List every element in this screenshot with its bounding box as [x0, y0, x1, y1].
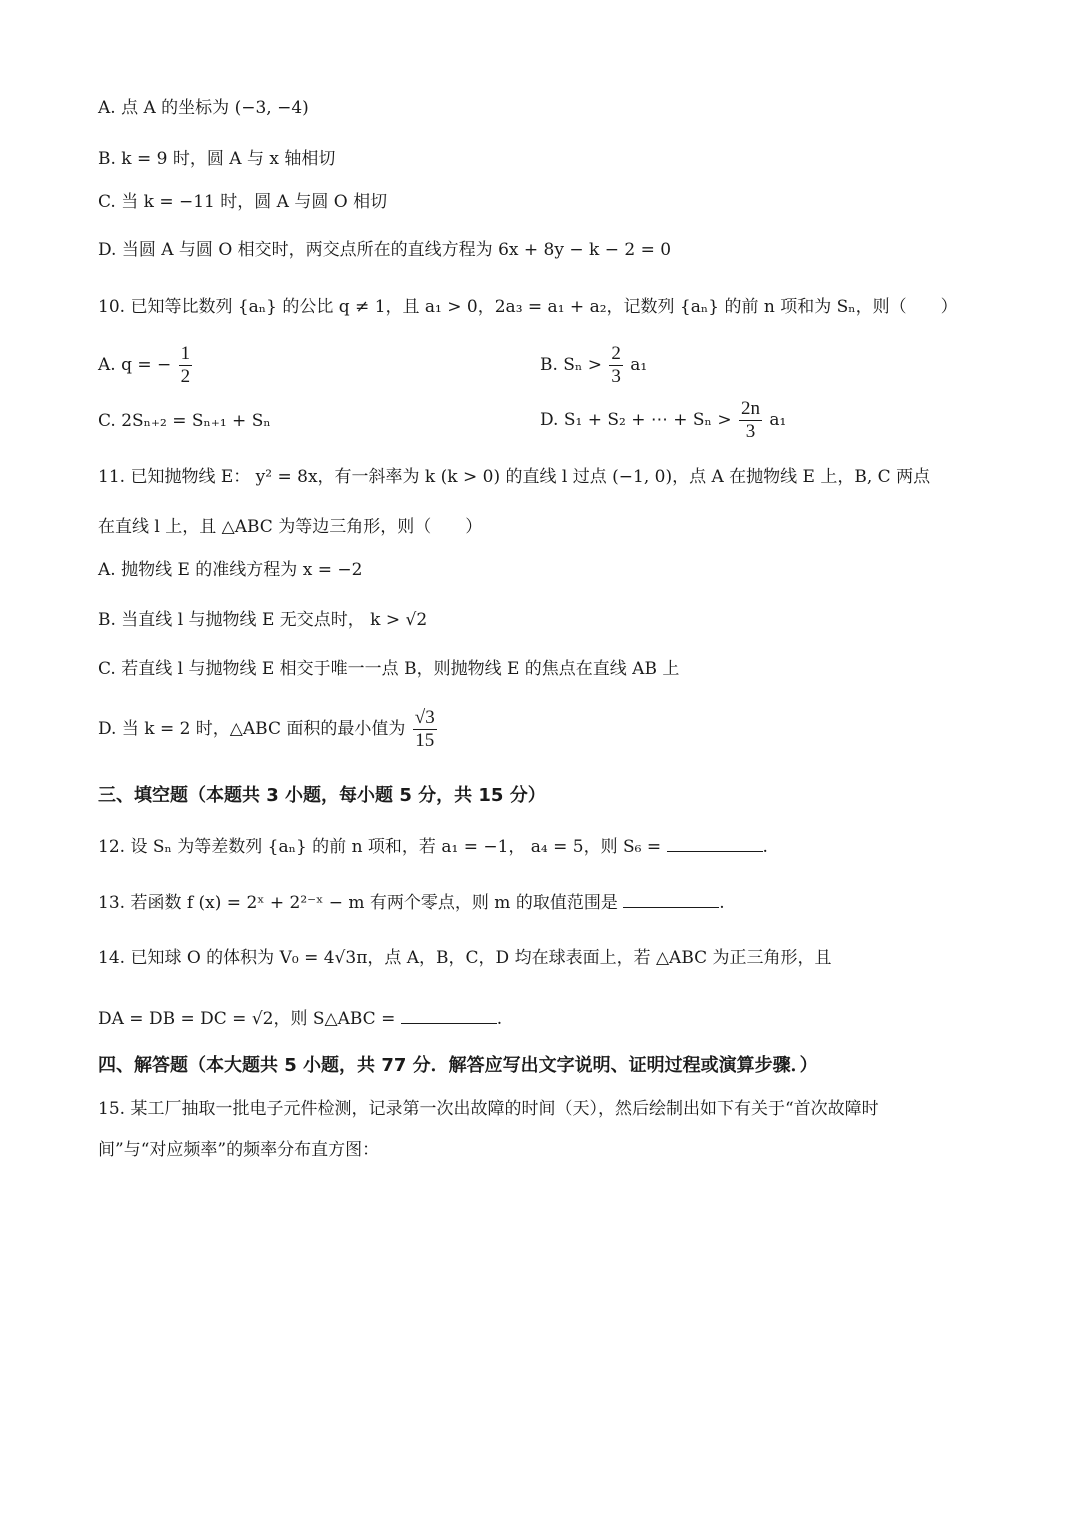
q10-option-a: [98, 343, 194, 388]
fraction-numerator: 1: [180, 343, 191, 364]
fraction-denominator: 2: [180, 365, 191, 387]
q9-option-d: [98, 242, 671, 259]
q9-option-a: [98, 100, 309, 117]
q12: [98, 837, 768, 856]
q10-option-b-fraction: [609, 343, 623, 388]
section-heading-solutions-text: 四、解答题（本大题共 5 小题，共 77 分．解答应写出文字说明、证明过程或演算步骤．）: [98, 1055, 818, 1076]
section-heading-fill-in: [98, 787, 546, 805]
q9-option-c: [98, 194, 387, 211]
q10-option-b: [540, 343, 647, 388]
q10-option-d-prefix: D. S₁ + S₂ + ⋯ + Sₙ >: [540, 409, 732, 430]
q10-stem: [98, 299, 958, 316]
q10-option-a-fraction: [179, 343, 193, 388]
q10-option-d-suffix: a₁: [769, 409, 787, 430]
q12-answer-blank: [667, 837, 763, 852]
q14-line1-text: 14. 已知球 O 的体积为 V₀ = 4√3π，点 A，B，C，D 均在球表面上，若 △ABC 为正三角形，且: [98, 948, 832, 968]
q14-answer-blank: [401, 1009, 497, 1024]
q9-option-c-text: C. 当 k = −11 时，圆 A 与圆 O 相切: [98, 192, 388, 212]
q10-option-d-fraction: [739, 398, 762, 443]
q10-option-b-prefix: B. Sₙ >: [540, 354, 602, 375]
q9-option-a-text: A. 点 A 的坐标为 (−3, −4): [98, 98, 309, 118]
q9-option-b: [98, 151, 335, 168]
q15-line2-text: 间”与“对应频率”的频率分布直方图：: [98, 1140, 380, 1160]
q14-line2-text: DA = DB = DC = √2，则 S△ABC =: [98, 1009, 396, 1029]
q11-option-d-prefix: D. 当 k = 2 时，△ABC 面积的最小值为: [98, 718, 406, 739]
q10-option-d: [540, 398, 786, 443]
q10-option-b-suffix: a₁: [630, 354, 648, 375]
q15-line2: [98, 1142, 379, 1159]
fraction-denominator: 15: [415, 729, 435, 751]
q11-option-c-text: C. 若直线 l 与抛物线 E 相交于唯一一点 B，则抛物线 E 的焦点在直线 AB 上: [98, 659, 680, 679]
q15-line1: [98, 1101, 879, 1118]
q10-stem-text: 10. 已知等比数列 {aₙ} 的公比 q ≠ 1，且 a₁ > 0，2a₃ = a₁ + a₂，记数列 {aₙ} 的前 n 项和为 Sₙ，则（ ）: [98, 297, 958, 317]
q13-text: 13. 若函数 f (x) = 2ˣ + 2²⁻ˣ − m 有两个零点，则 m 的取值范围是: [98, 893, 618, 913]
q14-end: .: [496, 1009, 503, 1029]
q11-stem-line2: [98, 519, 482, 536]
fraction-numerator: 2n: [740, 398, 760, 419]
q11-stem-line1-text: 11. 已知抛物线 E： y² = 8x，有一斜率为 k (k > 0) 的直线 l 过点 (−1, 0)，点 A 在抛物线 E 上，B, C 两点: [98, 467, 931, 487]
q10-option-c-text: C. 2Sₙ₊₂ = Sₙ₊₁ + Sₙ: [98, 411, 271, 431]
q13: [98, 893, 725, 912]
q14-line2: [98, 1009, 502, 1028]
q12-end: .: [762, 837, 768, 857]
q11-option-c: [98, 661, 679, 678]
q10-option-a-prefix: A. q = −: [98, 354, 172, 375]
q13-answer-blank: [623, 893, 719, 908]
fraction-denominator: 3: [745, 420, 756, 442]
q12-text: 12. 设 Sₙ 为等差数列 {aₙ} 的前 n 项和，若 a₁ = −1， a₄ = 5，则 S₆ =: [98, 837, 662, 857]
fraction-denominator: 3: [611, 365, 621, 387]
q10-option-c: [98, 413, 271, 430]
section-heading-solutions: [98, 1057, 818, 1075]
q14-line1: [98, 950, 832, 967]
q11-option-d: [98, 707, 439, 752]
q15-line1-text: 15. 某工厂抽取一批电子元件检测，记录第一次出故障的时间（天），然后绘制出如下有关于“首次故障时: [98, 1099, 879, 1119]
q9-option-d-text: D. 当圆 A 与圆 O 相交时，两交点所在的直线方程为 6x + 8y − k − 2 = 0: [98, 240, 672, 260]
q13-end: .: [719, 893, 725, 913]
q11-option-a-text: A. 抛物线 E 的准线方程为 x = −2: [98, 560, 363, 580]
section-heading-fill-in-text: 三、填空题（本题共 3 小题，每小题 5 分，共 15 分）: [98, 785, 546, 806]
q11-stem-line2-text: 在直线 l 上，且 △ABC 为等边三角形，则（ ）: [98, 517, 483, 537]
q11-option-d-fraction: [413, 707, 437, 752]
fraction-numerator: √3: [414, 707, 435, 728]
q11-option-b-text: B. 当直线 l 与抛物线 E 无交点时， k > √2: [98, 610, 428, 630]
fraction-numerator: 2: [611, 343, 621, 364]
q9-option-b-text: B. k = 9 时，圆 A 与 x 轴相切: [98, 149, 336, 169]
q11-stem-line1: [98, 469, 930, 486]
q11-option-a: [98, 562, 362, 579]
q11-option-b: [98, 612, 427, 629]
